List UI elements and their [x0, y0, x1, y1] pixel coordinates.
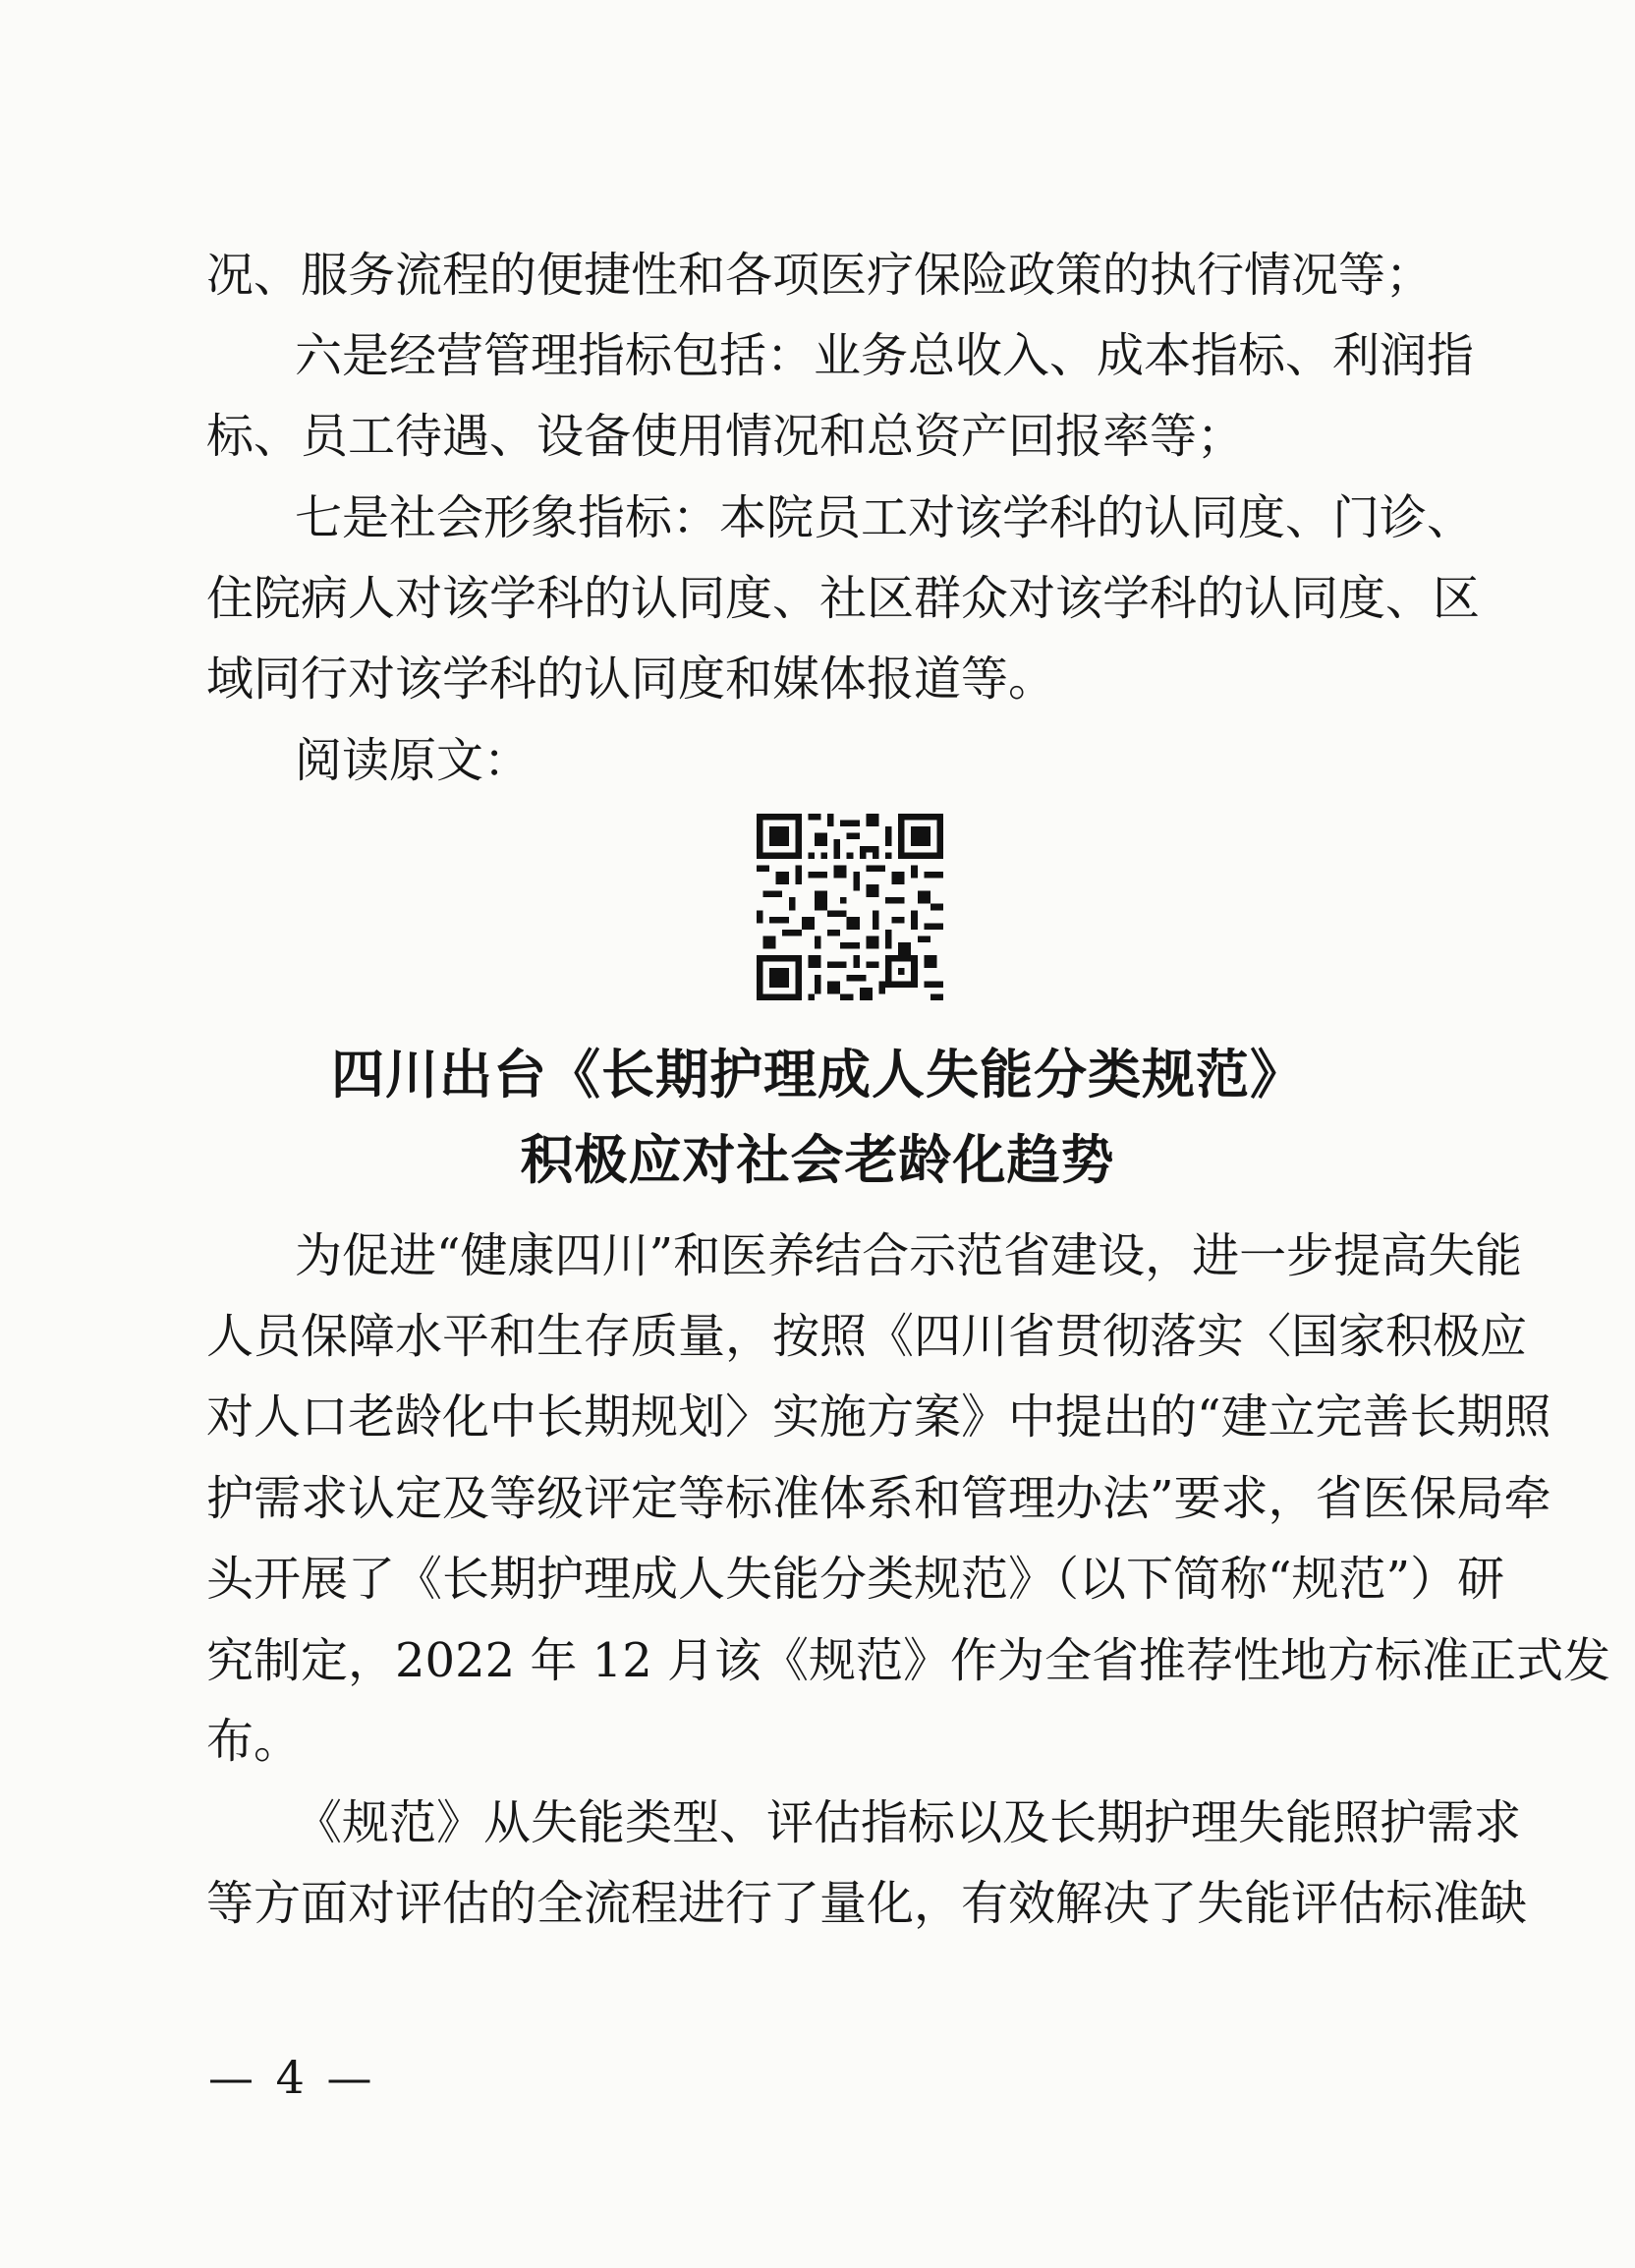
text-line: 对人口老龄化中长期规划〉实施方案》中提出的“建立完善长期照 [206, 1389, 1551, 1445]
text-line: 头开展了《长期护理成人失能分类规范》（以下简称“规范”）研 [206, 1552, 1505, 1607]
text-line: 究制定，2022 年 12 月该《规范》作为全省推荐性地方标准正式发 [206, 1633, 1611, 1688]
text-line: 《规范》从失能类型、评估指标以及长期护理失能照护需求 [295, 1795, 1522, 1850]
text-line: 六是经营管理指标包括：业务总收入、成本指标、利润指 [295, 328, 1475, 383]
text-line: 七是社会形象指标：本院员工对该学科的认同度、门诊、 [295, 490, 1475, 545]
text-line: 况、服务流程的便捷性和各项医疗保险政策的执行情况等； [206, 248, 1434, 303]
text-line: 标、员工待遇、设备使用情况和总资产回报率等； [206, 409, 1245, 464]
text-line: 人员保障水平和生存质量，按照《四川省贯彻落实〈国家积极应 [206, 1309, 1528, 1364]
text-line: 域同行对该学科的认同度和媒体报道等。 [206, 652, 1056, 707]
article-title-line-1: 四川出台《长期护理成人失能分类规范》 [331, 1043, 1304, 1106]
text-line: 为促进“健康四川”和医养结合示范省建设，进一步提高失能 [295, 1228, 1523, 1283]
text-line: 等方面对评估的全流程进行了量化，有效解决了失能评估标准缺 [206, 1876, 1528, 1931]
text-line: 护需求认定及等级评定等标准体系和管理办法”要求，省医保局牵 [206, 1471, 1551, 1526]
text-line: 布。 [206, 1714, 302, 1769]
qr-code-icon[interactable] [757, 814, 943, 1000]
text-line: 住院病人对该学科的认同度、社区群众对该学科的认同度、区 [206, 571, 1481, 626]
read-original-label: 阅读原文： [295, 733, 532, 788]
page-number: — 4 — [208, 2051, 376, 2104]
article-title-line-2: 积极应对社会老龄化趋势 [520, 1128, 1115, 1191]
